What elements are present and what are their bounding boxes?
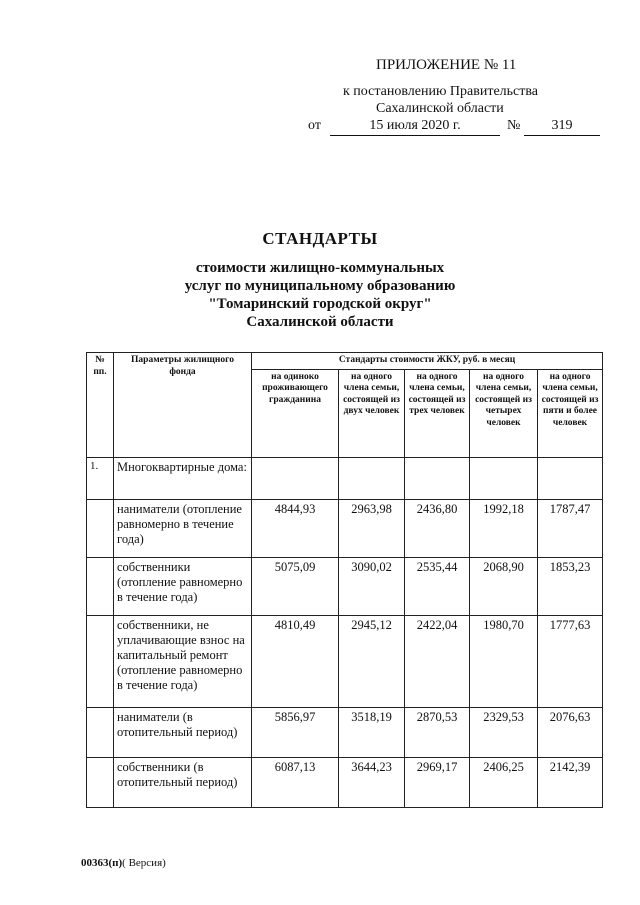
document-footer bbox=[81, 857, 166, 869]
decree-number: 319 bbox=[524, 118, 600, 136]
table-cell: 2436,80 bbox=[405, 499, 470, 557]
standards-table bbox=[86, 352, 603, 808]
header-col-no: № пп. bbox=[87, 353, 114, 458]
section-number: 1. bbox=[87, 457, 114, 499]
table-cell: 2969,17 bbox=[405, 757, 470, 807]
table-cell: 2535,44 bbox=[405, 557, 470, 615]
table-cell: 3090,02 bbox=[339, 557, 405, 615]
header-sub-2: на одного члена семьи, состоящей из двух человек bbox=[339, 369, 405, 457]
number-label: № bbox=[507, 118, 521, 133]
header-sub-1: на одиноко проживающего гражданина bbox=[252, 369, 339, 457]
table-cell: 2870,53 bbox=[405, 707, 470, 757]
table-cell: 1853,23 bbox=[538, 557, 603, 615]
subtitle-line: стоимости жилищно-коммунальных bbox=[195, 260, 445, 276]
table-row bbox=[87, 707, 603, 757]
table-row bbox=[87, 557, 603, 615]
table-cell: 4844,93 bbox=[252, 499, 339, 557]
subtitle-line: услуг по муниципальному образованию bbox=[184, 278, 456, 294]
document-subtitle bbox=[0, 259, 640, 331]
table-cell: 5075,09 bbox=[252, 557, 339, 615]
document-code: 00363(п) bbox=[81, 857, 123, 869]
header-sub-3: на одного члена семьи, состоящей из трех человек bbox=[405, 369, 470, 457]
table-cell: 3644,23 bbox=[339, 757, 405, 807]
section-label: Многоквартирные дома: bbox=[114, 457, 252, 499]
table-row bbox=[87, 499, 603, 557]
subtitle-line: Сахалинской области bbox=[246, 314, 394, 330]
table-cell: 6087,13 bbox=[252, 757, 339, 807]
table-row bbox=[87, 757, 603, 807]
table-cell: 1992,18 bbox=[470, 499, 538, 557]
row-label: собственники (отопление равномерно в течение года) bbox=[114, 557, 252, 615]
section-row bbox=[87, 457, 603, 499]
appendix-title: ПРИЛОЖЕНИЕ № 11 bbox=[376, 57, 517, 73]
document-title: СТАНДАРТЫ bbox=[262, 229, 378, 248]
table-cell: 2963,98 bbox=[339, 499, 405, 557]
table-cell: 2406,25 bbox=[470, 757, 538, 807]
table-cell: 2945,12 bbox=[339, 615, 405, 707]
decree-line-2: Сахалинской области bbox=[376, 101, 504, 116]
table-cell: 2142,39 bbox=[538, 757, 603, 807]
header-sub-5: на одного члена семьи, состоящей из пяти и более человек bbox=[538, 369, 603, 457]
header-sub-4: на одного члена семьи, состоящей из четырех человек bbox=[470, 369, 538, 457]
decree-date-row bbox=[308, 118, 608, 140]
table-cell: 1980,70 bbox=[470, 615, 538, 707]
table-cell: 2329,53 bbox=[470, 707, 538, 757]
table-cell: 2422,04 bbox=[405, 615, 470, 707]
from-label: от bbox=[308, 118, 321, 133]
table-cell: 1787,47 bbox=[538, 499, 603, 557]
table-cell: 2068,90 bbox=[470, 557, 538, 615]
row-label: наниматели (в отопительный период) bbox=[114, 707, 252, 757]
row-label: собственники, не уплачивающие взнос на капитальный ремонт (отопление равномерно в течение года) bbox=[114, 615, 252, 707]
document-version: ( Версия) bbox=[122, 857, 166, 869]
table-row bbox=[87, 615, 603, 707]
table-cell: 1777,63 bbox=[538, 615, 603, 707]
table-cell: 2076,63 bbox=[538, 707, 603, 757]
table-cell: 4810,49 bbox=[252, 615, 339, 707]
decree-line-1: к постановлению Правительства bbox=[343, 84, 539, 99]
decree-date: 15 июля 2020 г. bbox=[330, 118, 500, 136]
table-cell: 3518,19 bbox=[339, 707, 405, 757]
header-col-param: Параметры жилищного фонда bbox=[114, 353, 252, 458]
header-group: Стандарты стоимости ЖКУ, руб. в месяц bbox=[252, 353, 603, 370]
subtitle-line: "Томаринский городской округ" bbox=[208, 296, 432, 312]
table-cell: 5856,97 bbox=[252, 707, 339, 757]
row-label: наниматели (отопление равномерно в течение года) bbox=[114, 499, 252, 557]
row-label: собственники (в отопительный период) bbox=[114, 757, 252, 807]
